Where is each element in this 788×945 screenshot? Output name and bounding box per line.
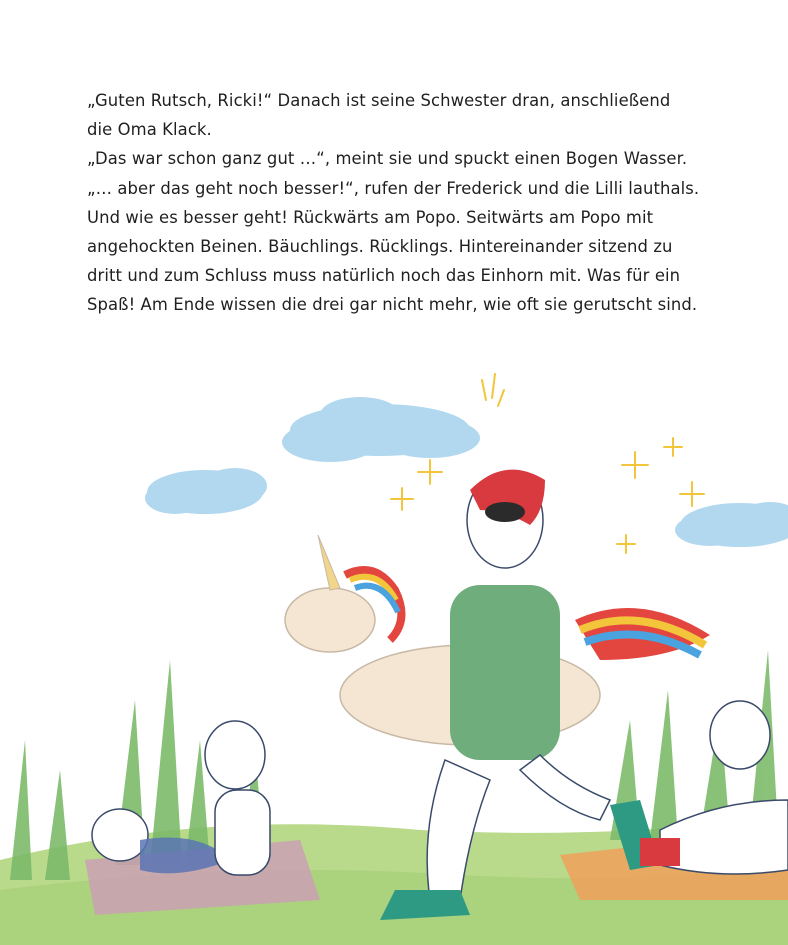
story-line: die Oma Klack.: [87, 120, 212, 140]
child-sitting: [205, 721, 270, 875]
story-line: angehockten Beinen. Bäuchlings. Rücklings. Hintereinander sitzend zu: [87, 237, 673, 257]
sparkle-group: [391, 374, 704, 553]
cloud-left: [145, 468, 267, 514]
story-line: dritt und zum Schluss muss natürlich noch das Einhorn mit. Was für ein: [87, 266, 681, 286]
story-line: Spaß! Am Ende wissen die drei gar nicht mehr, wie oft sie gerutscht sind.: [87, 295, 698, 315]
story-line: „… aber das geht noch besser!“, rufen der Frederick und die Lilli lauthals.: [87, 178, 700, 198]
cloud-center: [282, 397, 480, 462]
story-line: Und wie es besser geht! Rückwärts am Popo. Seitwärts am Popo mit: [87, 207, 654, 227]
story-line: „Guten Rutsch, Ricki!“ Danach ist seine Schwester dran, anschließend: [87, 91, 671, 110]
story-text: [87, 86, 747, 320]
illustration: [0, 360, 788, 945]
story-line: „Das war schon ganz gut …“, meint sie und spuckt einen Bogen Wasser.: [87, 149, 688, 169]
cloud-right: [675, 502, 788, 547]
